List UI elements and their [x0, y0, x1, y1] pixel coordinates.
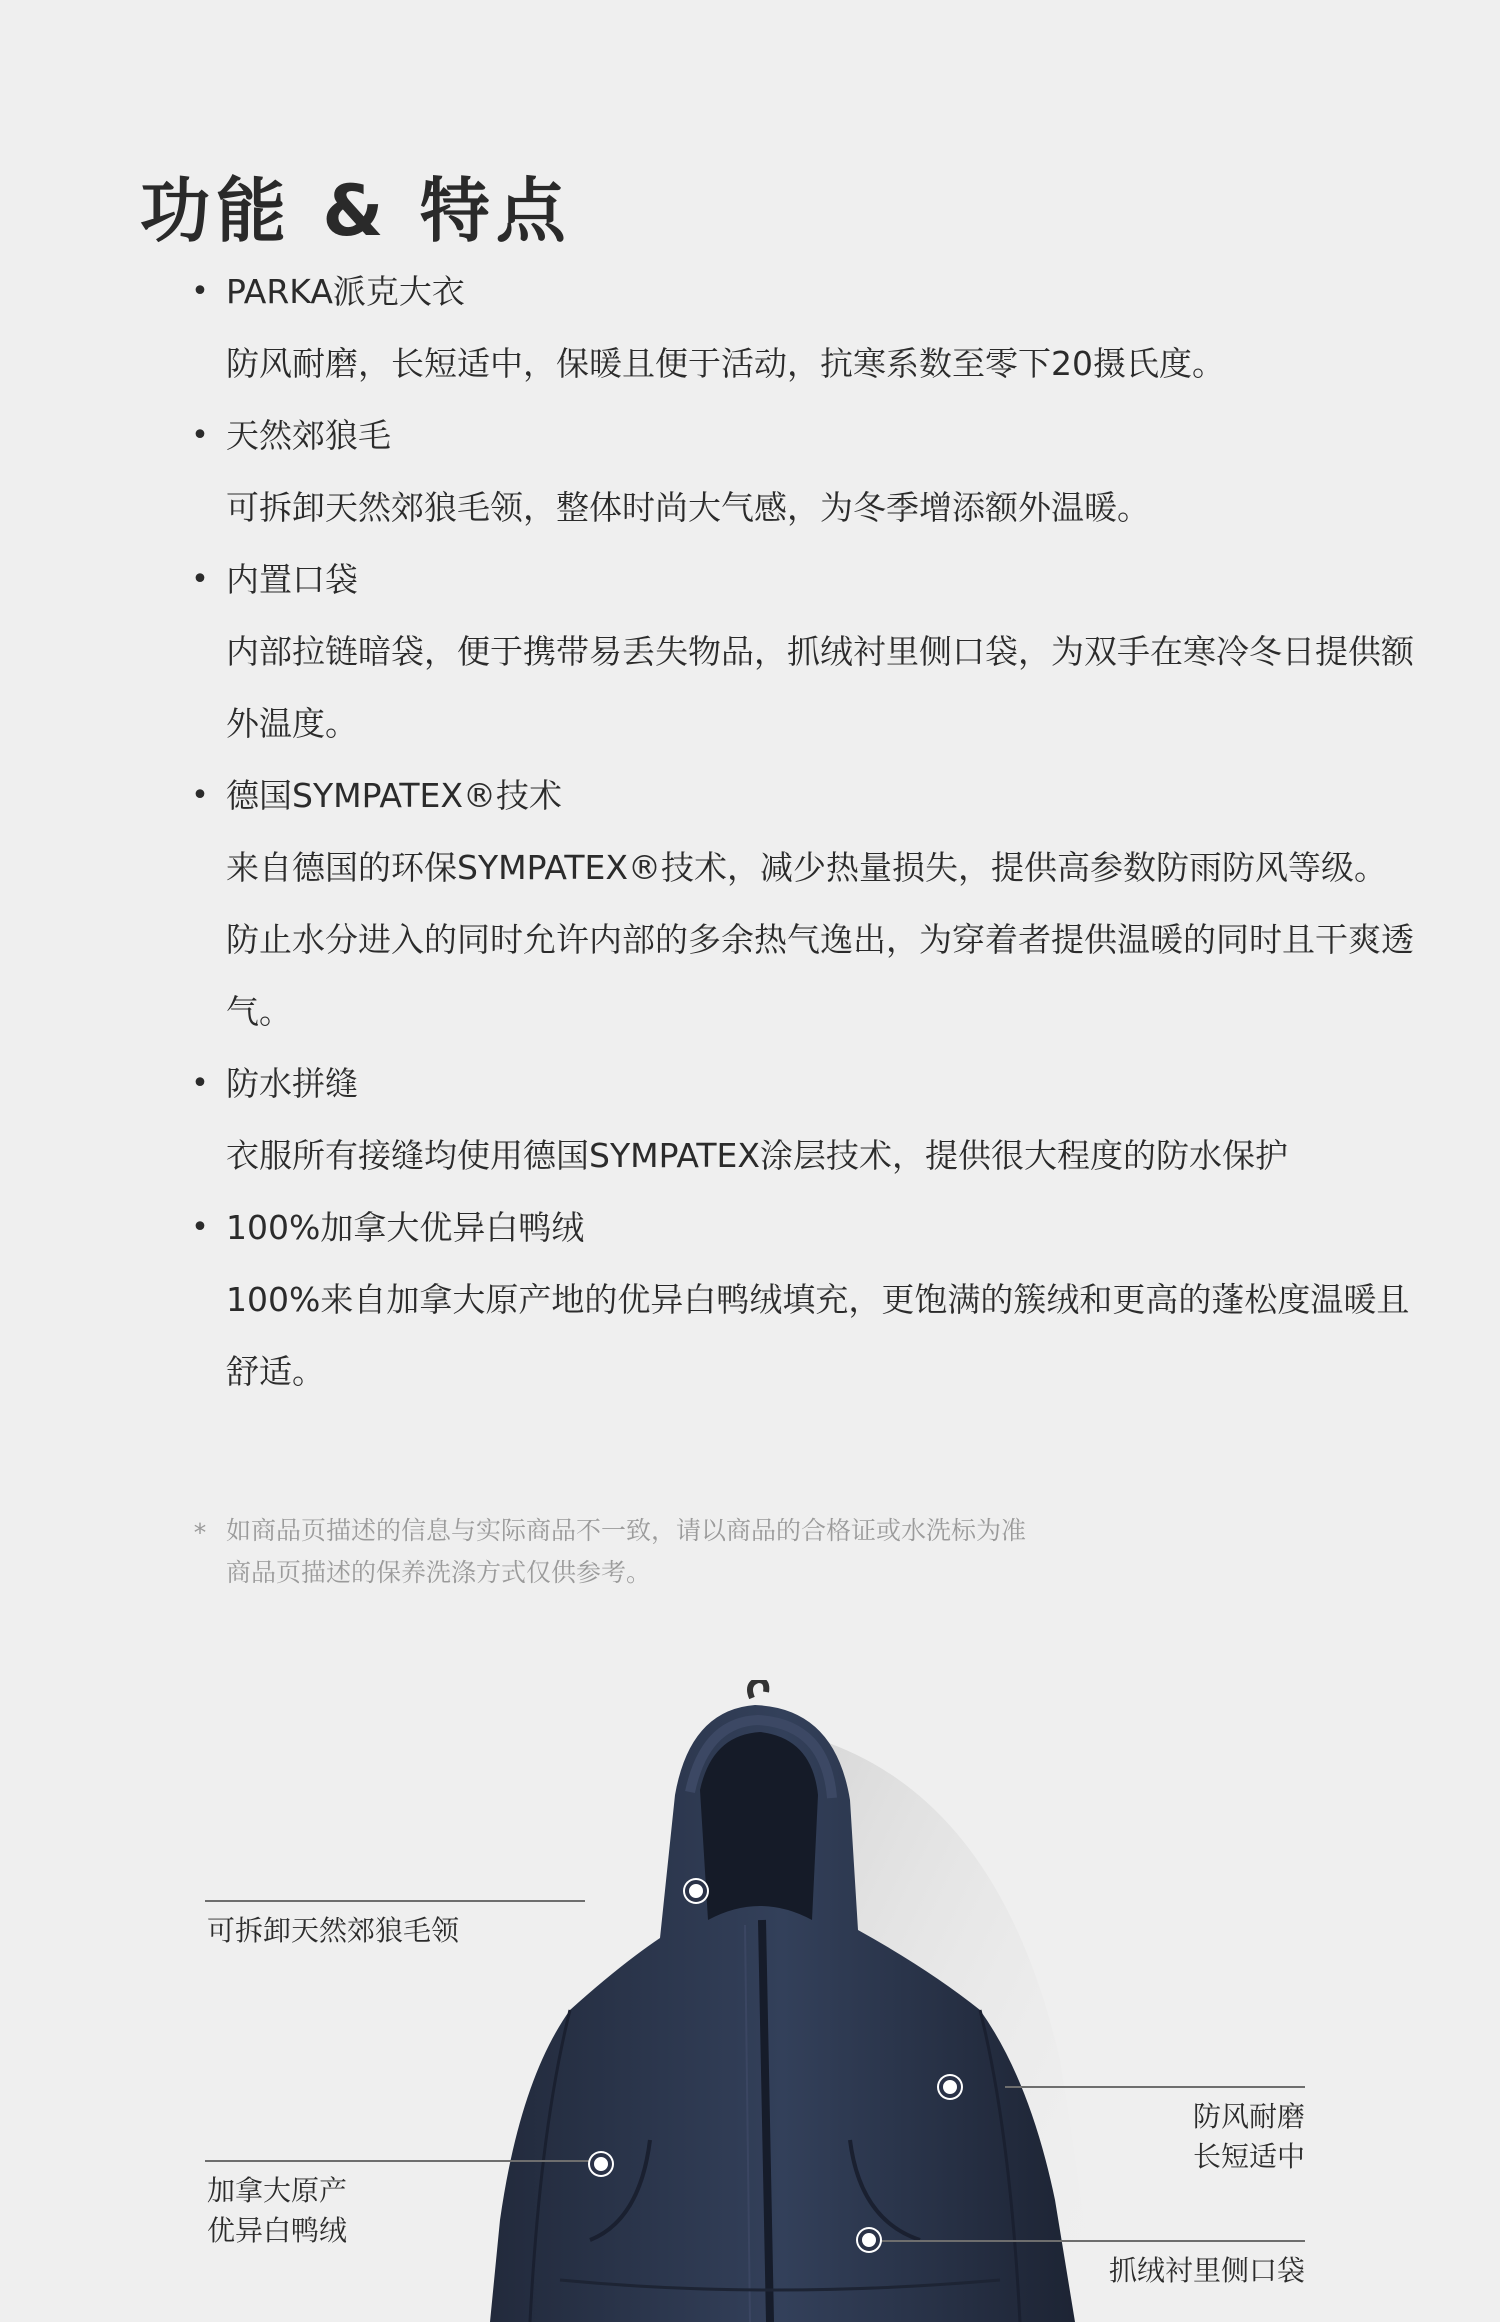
feature-item: [190, 1192, 1420, 1408]
feature-item: [190, 760, 1420, 1048]
feature-item: [190, 1048, 1420, 1192]
feature-description: 防止水分进入的同时允许内部的多余热气逸出，为穿着者提供温暖的同时且干爽透气。: [226, 920, 1414, 1031]
callout-pocket-label: 抓绒衬里侧口袋: [1108, 2254, 1305, 2287]
feature-heading-text: 天然郊狼毛: [226, 416, 391, 455]
bullet-icon: •: [191, 274, 209, 309]
feature-heading: [190, 544, 1420, 616]
feature-heading-text: 内置口袋: [226, 560, 358, 599]
feature-item: [190, 544, 1420, 760]
feature-heading: [190, 400, 1420, 472]
callout-collar-label: 可拆卸天然郊狼毛领: [207, 1914, 460, 1947]
feature-heading: [190, 256, 1420, 328]
feature-heading: [190, 760, 1420, 832]
bullet-icon: •: [191, 418, 209, 453]
bullet-icon: •: [191, 1210, 209, 1245]
feature-description: 防风耐磨，长短适中，保暖且便于活动，抗寒系数至零下20摄氏度。: [226, 344, 1225, 383]
feature-heading: [190, 1048, 1420, 1120]
feature-heading-text: PARKA派克大衣: [226, 272, 465, 311]
callout-line: [1005, 2086, 1305, 2088]
callout-wind-label: 长短适中: [1192, 2140, 1305, 2173]
feature-description: 内部拉链暗袋，便于携带易丢失物品，抓绒衬里侧口袋，为双手在寒冷冬日提供额外温度。: [226, 632, 1414, 743]
feature-description: 衣服所有接缝均使用德国SYMPATEX涂层技术，提供很大程度的防水保护: [226, 1136, 1288, 1175]
asterisk-icon: *: [193, 1518, 207, 1547]
callout-down-label: 加拿大原产: [207, 2174, 348, 2207]
feature-heading-text: 100%加拿大优异白鸭绒: [226, 1208, 585, 1247]
hotspot-collar[interactable]: [685, 1880, 707, 1902]
feature-heading-text: 防水拼缝: [226, 1064, 358, 1103]
callout-line: [880, 2240, 1305, 2242]
feature-item: [190, 256, 1420, 400]
section-title: 功能 & 特点: [140, 169, 572, 252]
disclaimer-note: [190, 1510, 1026, 1594]
feature-list: [190, 256, 1420, 1408]
feature-description: 100%来自加拿大原产地的优异白鸭绒填充，更饱满的簇绒和更高的蓬松度温暖且舒适。: [226, 1280, 1410, 1391]
disclaimer-line: 如商品页描述的信息与实际商品不一致，请以商品的合格证或水洗标为准: [226, 1516, 1027, 1545]
feature-description: 可拆卸天然郊狼毛领，整体时尚大气感，为冬季增添额外温暖。: [226, 488, 1150, 527]
hotspot-pocket[interactable]: [858, 2229, 880, 2251]
feature-description: 来自德国的环保SYMPATEX®技术，减少热量损失，提供高参数防雨防风等级。: [226, 848, 1387, 887]
hotspot-down[interactable]: [590, 2153, 612, 2175]
bullet-icon: •: [191, 778, 209, 813]
callout-wind-label: 防风耐磨: [1192, 2100, 1305, 2133]
hotspot-wind[interactable]: [939, 2076, 961, 2098]
callout-line: [205, 1900, 585, 1902]
callout-line: [205, 2160, 595, 2162]
feature-heading: [190, 1192, 1420, 1264]
feature-heading-text: 德国SYMPATEX®技术: [226, 776, 562, 815]
product-image-area: [0, 1680, 1500, 2322]
callout-down-label: 优异白鸭绒: [207, 2214, 348, 2247]
disclaimer-line: 商品页描述的保养洗涤方式仅供参考。: [226, 1558, 652, 1587]
bullet-icon: •: [191, 1066, 209, 1101]
feature-item: [190, 400, 1420, 544]
bullet-icon: •: [191, 562, 209, 597]
